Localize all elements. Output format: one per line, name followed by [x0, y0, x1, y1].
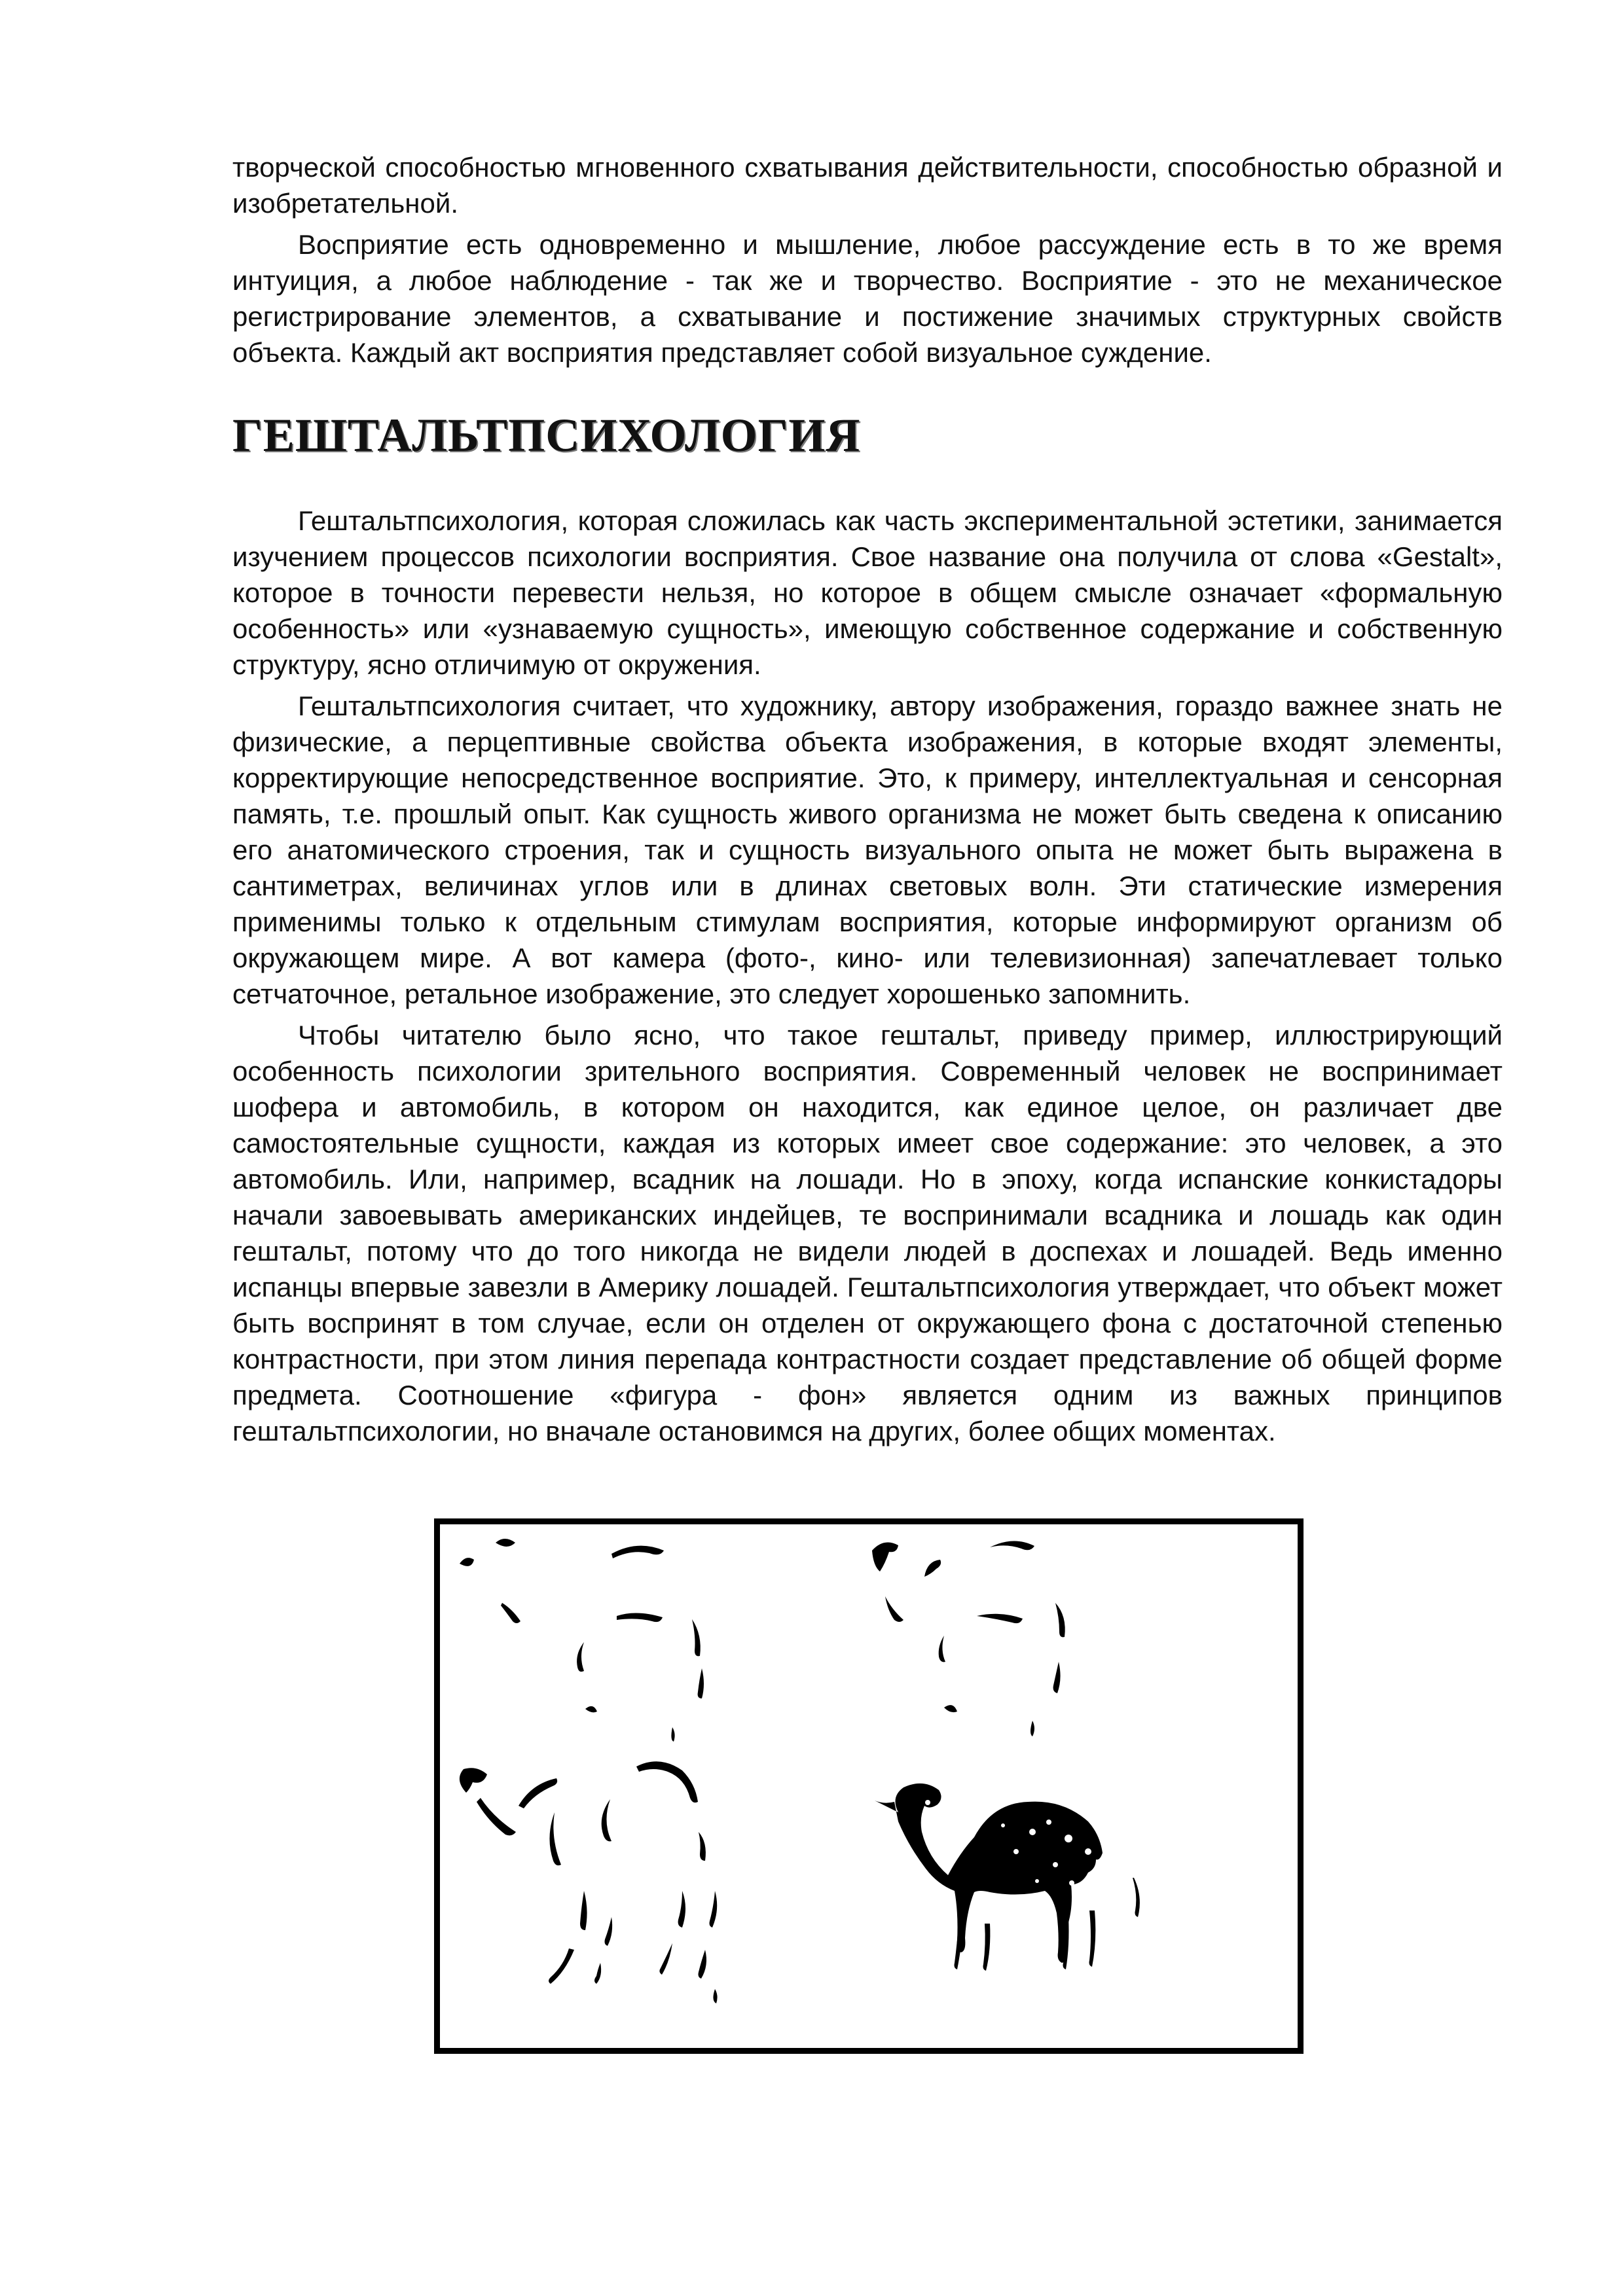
fragmented-camel-figure: [460, 1539, 718, 2003]
section-heading: ГЕШТАЛЬТПСИХОЛОГИЯ: [232, 409, 861, 461]
body-paragraph-2: Гештальтпсихология считает, что художнику, автору изображения, гораздо важнее знать не физические, а перцептивные свойства объекта изображения, в которые входят элементы, корректирующие непосредственное восприятие. Это, к примеру, интеллектуальная и сенсорная память, т.е. прошлый опыт. Как сущность живого организма не может быть сведена к описанию его анатомического строения, так и сущность визуального опыта не может быть выражена в сантиметрах, величинах углов или в длинах световых волн. Эти статические измерения применимы только к отдельным стимулам восприятия, которые информируют организм об окружающем мире. А вот камера (фото-, кино- или телевизионная) запечатлевает только сетчаточное, ретальное изображение, это следует хорошенько запомнить.: [232, 691, 1503, 1009]
completed-camel-figure: [872, 1541, 1140, 1971]
intro-paragraph-2: Восприятие есть одновременно и мышление, любое рассуждение есть в то же время интуиция, а любое наблюдение - так же и творчество. Восприятие - это не механическое регистрирование элементов, а схватывание и постижение значимых структурных свойств объекта. Каждый акт восприятия представляет собой визуальное суждение.: [232, 229, 1503, 368]
camel-illustration: [434, 1518, 1304, 2054]
camel-illustration-svg: [440, 1524, 1298, 2048]
intro-paragraph-1: творческой способностью мгновенного схватывания действительности, способностью образной и изобретательной.: [232, 152, 1503, 219]
section-body: [232, 503, 1503, 1449]
intro-text: [232, 149, 1503, 370]
body-paragraph-3: Чтобы читателю было ясно, что такое гештальт, приведу пример, иллюстрирующий особенность психологии зрительного восприятия. Современный человек не воспринимает шофера и автомобиль, в котором он находится, как единое целое, он различает две самостоятельные сущности, каждая из которых имеет свое содержание: это человек, а это автомобиль. Или, например, всадник на лошади. Но в эпоху, когда испанские конкистадоры начали завоевывать американских индейцев, те воспринимали всадника и лошадь как один гештальт, потому что до того никогда не видели людей в доспехах и лошадей. Ведь именно испанцы впервые завезли в Америку лошадей. Гештальтпсихология утверждает, что объект может быть воспринят в том случае, если он отделен от окружающего фона с достаточной степенью контрастности, при этом линия перепада контрастности создает представление об общей форме предмета. Соотношение «фигура - фон» является одним из важных принципов гештальтпсихологии, но вначале остановимся на других, более общих моментах.: [232, 1020, 1503, 1446]
body-paragraph-1: Гештальтпсихология, которая сложилась как часть экспериментальной эстетики, занимается изучением процессов психологии восприятия. Свое название она получила от слова «Gestalt», которое в точности перевести нельзя, но которое в общем смысле означает «формальную особенность» или «узнаваемую сущность», имеющую собственное содержание и собственную структуру, ясно отличимую от окружения.: [232, 505, 1503, 680]
